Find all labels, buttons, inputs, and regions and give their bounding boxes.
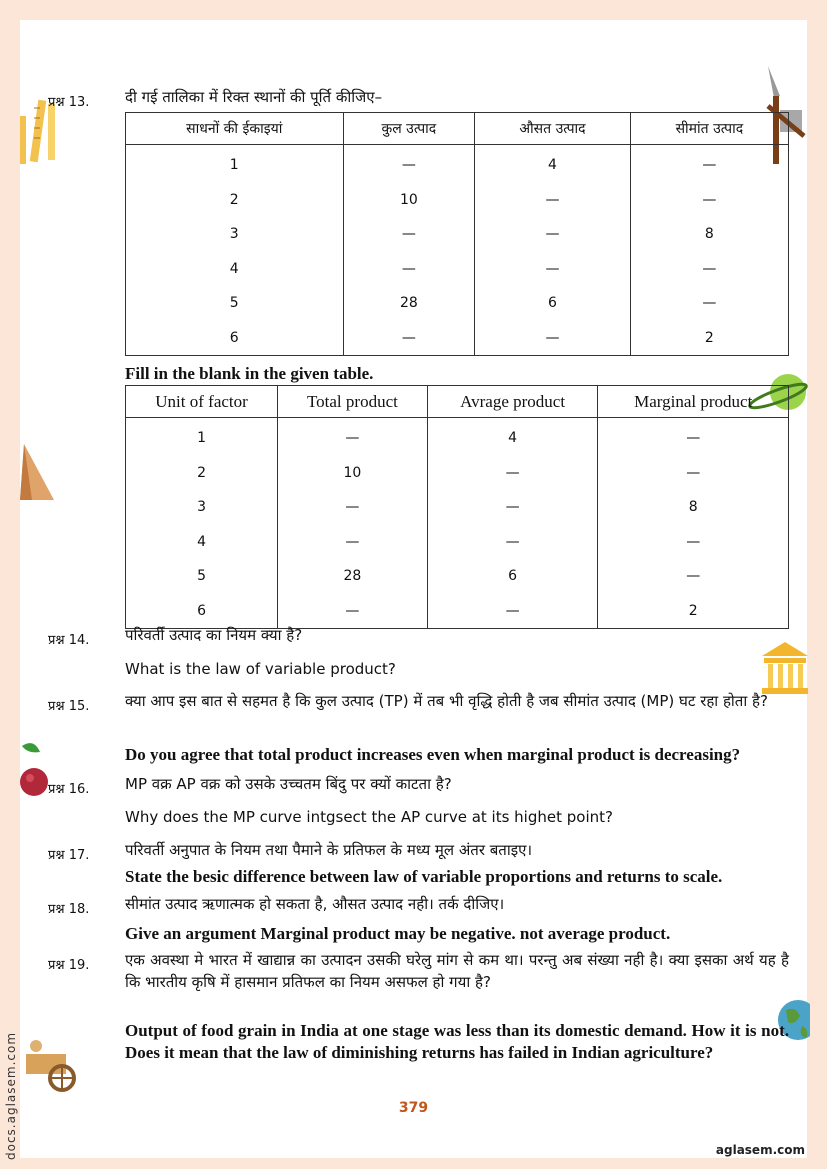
q19-label: प्रश्न 19. [48,958,90,973]
table-cell: 4 [475,145,631,183]
table-cell: 28 [278,559,428,594]
tent-clipart [20,444,56,502]
table-cell: 2 [126,183,344,218]
col-header: Unit of factor [126,386,278,418]
side-watermark: docs.aglasem.com [4,1031,18,1160]
cart-clipart [22,1038,80,1092]
table-row [126,490,789,525]
table-cell: 1 [126,145,344,183]
table-cell: 5 [126,286,344,321]
hindi-product-table [125,112,789,356]
table-cell: 8 [598,490,789,525]
table-cell: 3 [126,217,344,252]
col-header: सीमांत उत्पाद [630,113,788,145]
col-header: साधनों की ईकाइयां [126,113,344,145]
table-cell: 2 [126,456,278,491]
q13-english-text: Fill in the blank in the given table. [125,364,374,383]
table-cell: — [475,321,631,356]
q18-english-text: Give an argument Marginal product may be negative. not average product. [125,924,671,943]
table-cell: — [598,456,789,491]
table-cell: — [278,490,428,525]
table-cell: — [343,252,475,287]
table-cell: 4 [126,252,344,287]
table-row [126,286,789,321]
table-cell: — [343,321,475,356]
q15-hindi-text: क्या आप इस बात से सहमत है कि कुल उत्पाद (TP) में तब भी वृद्धि होती है जब सीमांत उत्पाद (MP) घट रहा होता है? [125,692,768,710]
q14-label: प्रश्न 14. [48,633,90,648]
table-cell: — [343,145,475,183]
table-cell: — [427,456,598,491]
table-row [126,217,789,252]
table-cell: — [598,418,789,456]
table-cell: — [475,217,631,252]
q14-hindi-text: परिवर्ती उत्पाद का नियम क्या है? [125,626,303,644]
table-row [126,183,789,218]
table-row [126,456,789,491]
table-cell: 2 [630,321,788,356]
english-product-table [125,385,789,629]
table-cell: — [427,525,598,560]
q15-english-text: Do you agree that total product increases even when marginal product is decreasing? [125,745,741,764]
col-header: कुल उत्पाद [343,113,475,145]
table-cell: — [630,183,788,218]
table-cell: 1 [126,418,278,456]
q13-hindi-text: दी गई तालिका में रिक्त स्थानों की पूर्ति कीजिए– [125,88,383,106]
col-header: Marginal product [598,386,789,418]
q16-label: प्रश्न 16. [48,782,90,797]
table-cell: — [278,594,428,629]
table-cell: 4 [427,418,598,456]
table-cell: — [343,217,475,252]
q13-label: प्रश्न 13. [48,95,90,110]
q19-hindi-text: एक अवस्था मे भारत में खाद्यान्न का उत्पादन उसकी घरेलु मांग से कम था। परन्तु अब संख्या नही है। क्या इसका अर्थ यह है कि भारतीय कृषि में हासमान प्रतिफल का नियम असफल हो गया है? [125,951,789,991]
q17-label: प्रश्न 17. [48,848,90,863]
table-cell: 2 [598,594,789,629]
q16-hindi-text: MP वक्र AP वक्र को उसके उच्चतम बिंदु पर क्यों काटता है? [125,775,452,793]
table-row [126,525,789,560]
q15-label: प्रश्न 15. [48,699,90,714]
q16-english-text: Why does the MP curve intgsect the AP curve at its highet point? [125,808,613,826]
table-cell: — [427,594,598,629]
table-cell: — [475,183,631,218]
table-cell: 10 [343,183,475,218]
table-cell: 4 [126,525,278,560]
table-cell: — [278,418,428,456]
table-cell: — [278,525,428,560]
table-cell: — [427,490,598,525]
table-row [126,418,789,456]
table-cell: 6 [126,594,278,629]
table-cell: 5 [126,559,278,594]
q14-english-text: What is the law of variable product? [125,660,396,678]
brand-watermark: aglasem.com [715,1143,805,1157]
q17-english-text: State the besic difference between law of variable proportions and returns to scale. [125,867,723,886]
table-row [126,559,789,594]
table-cell: — [630,252,788,287]
q19-english-text: Output of food grain in India at one stage was less than its domestic demand. How it is not. Does it mean that the law of diminishing returns has failed in Indian agriculture? [125,1021,789,1062]
table-row [126,252,789,287]
table-cell: 10 [278,456,428,491]
q18-hindi-text: सीमांत उत्पाद ऋणात्मक हो सकता है, औसत उत्पाद नही। तर्क दीजिए। [125,895,505,913]
page-number: 379 [398,1100,429,1116]
q18-label: प्रश्न 18. [48,902,90,917]
table-cell: 28 [343,286,475,321]
table-cell: — [630,286,788,321]
col-header: Total product [278,386,428,418]
table-cell: 6 [475,286,631,321]
table-cell: — [598,559,789,594]
table-row [126,321,789,356]
table-row [126,145,789,183]
col-header: औसत उत्पाद [475,113,631,145]
table-cell: 8 [630,217,788,252]
table-cell: — [475,252,631,287]
table-cell: 6 [427,559,598,594]
table-cell: 3 [126,490,278,525]
table-cell: — [598,525,789,560]
table-cell: — [630,145,788,183]
col-header: Avrage product [427,386,598,418]
table-cell: 6 [126,321,344,356]
q17-hindi-text: परिवर्ती अनुपात के नियम तथा पैमाने के प्रतिफल के मध्य मूल अंतर बताइए। [125,841,533,859]
